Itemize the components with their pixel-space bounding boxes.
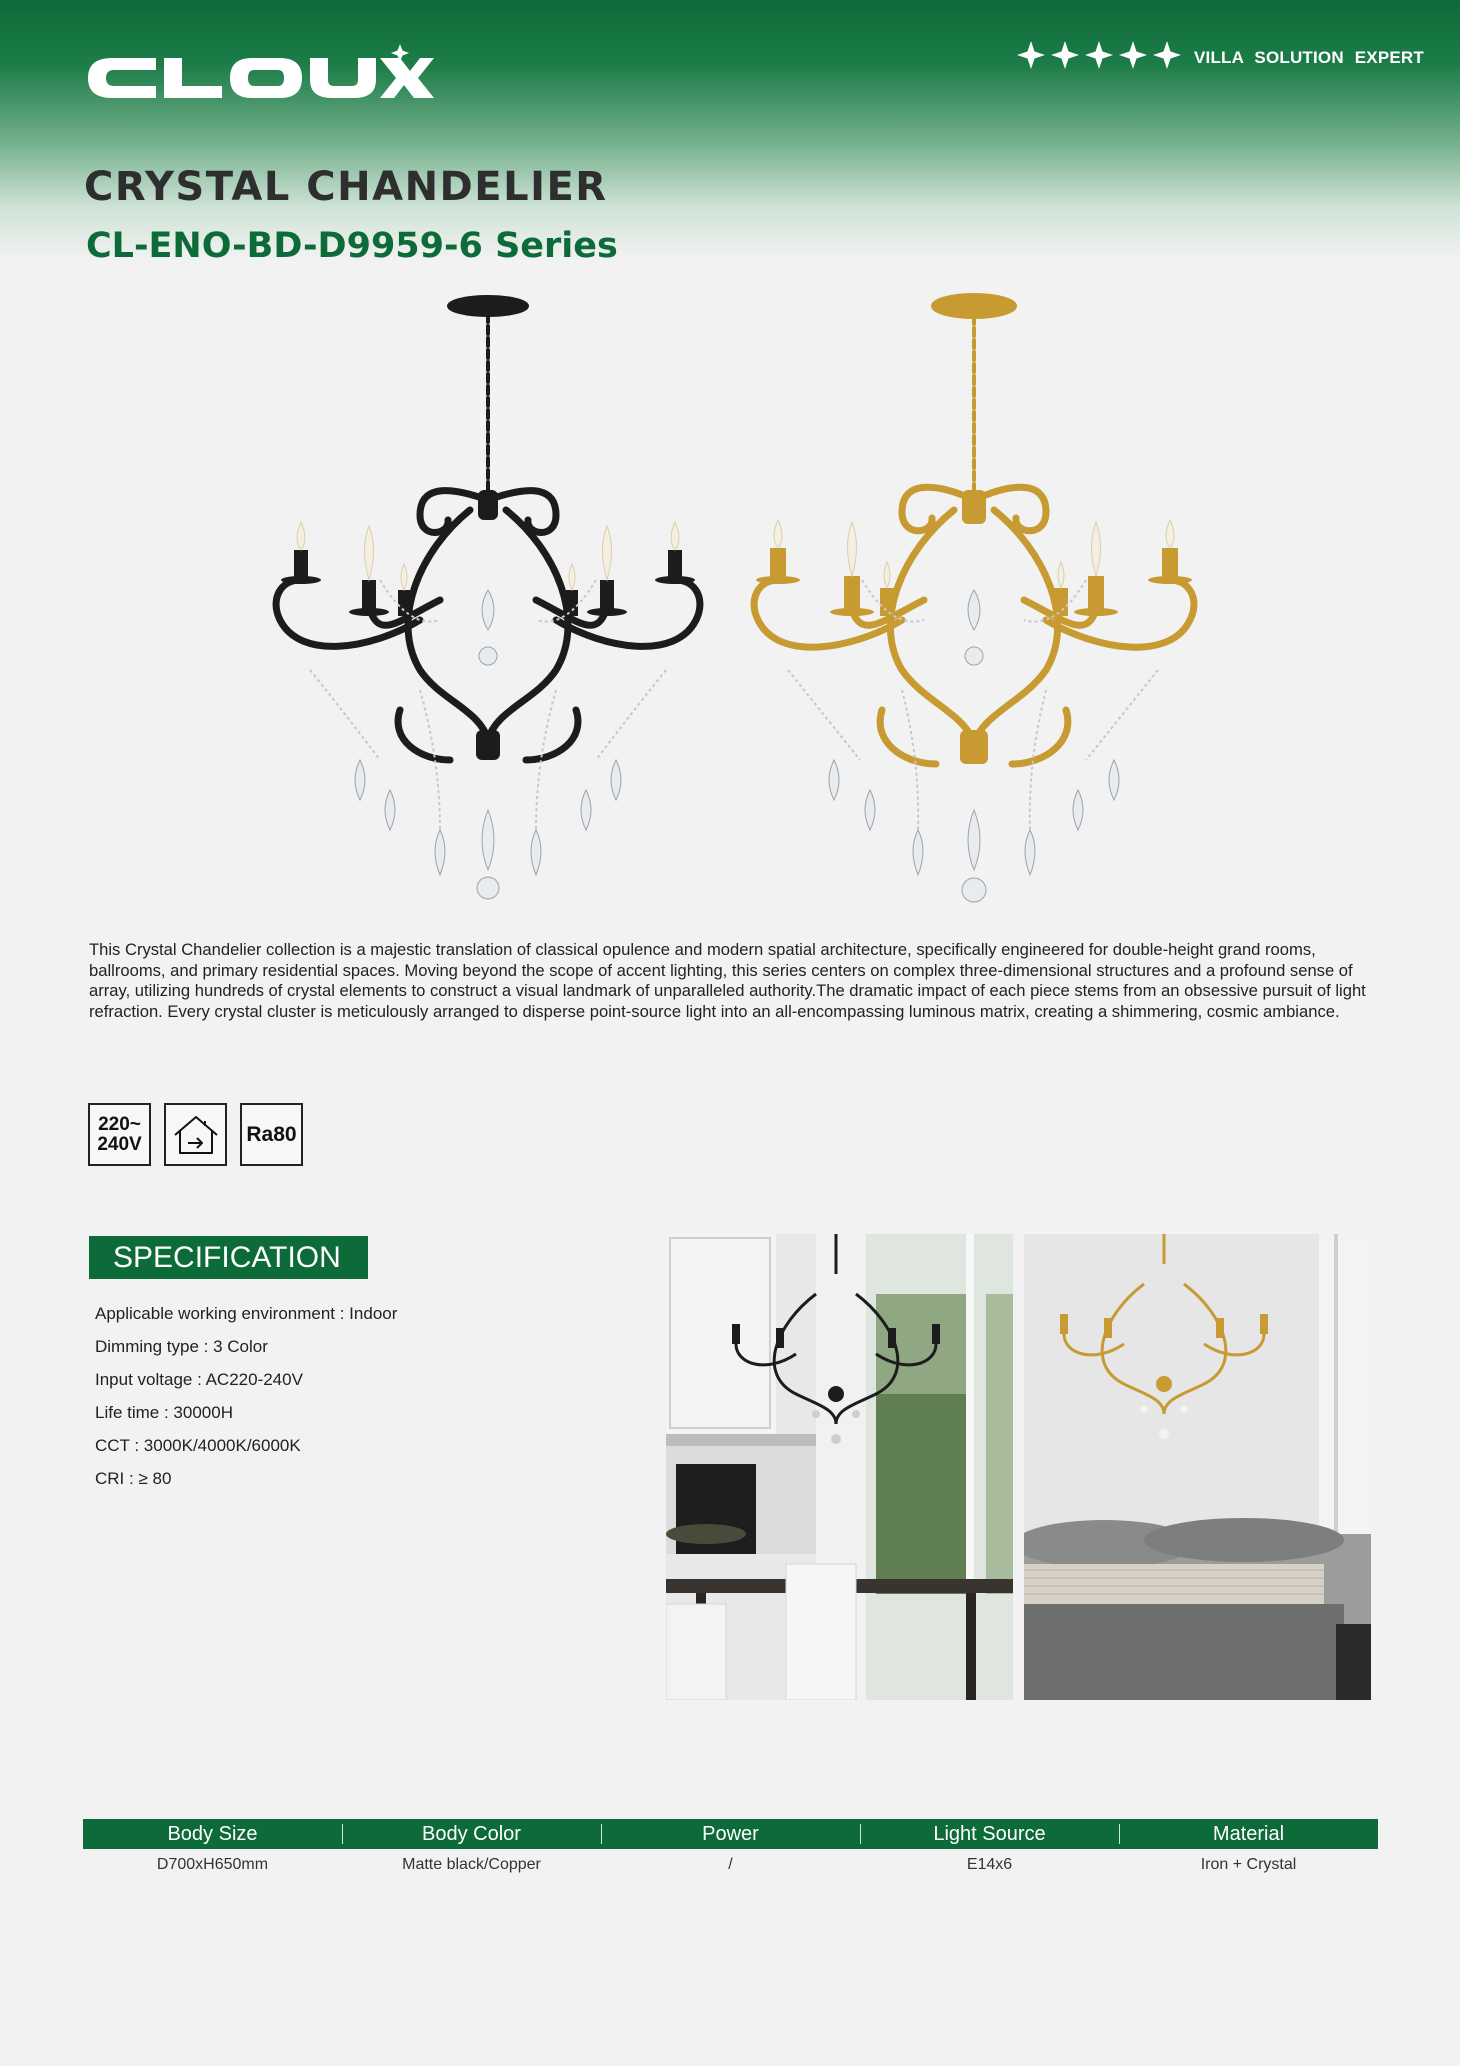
spec-item: Input voltage : AC220-240V — [95, 1370, 303, 1389]
table-header-cell: Light Source — [860, 1819, 1119, 1849]
bedroom-scene-photo — [1024, 1234, 1371, 1700]
cloux-logo — [84, 44, 434, 100]
table-cell: / — [728, 1856, 733, 1873]
table-header-cell: Body Size — [167, 1823, 258, 1845]
spec-item: CRI : ≥ 80 — [95, 1469, 172, 1488]
brand-tagline: VILLA SOLUTION EXPERT — [1194, 48, 1424, 67]
product-description: This Crystal Chandelier collection is a majestic translation of classical opulence and modern spatial architecture, specifically engineered for double-height grand rooms, ballrooms, and primary residential spaces. Moving beyond the scope of accent lighting, this series centers on complex three-dimensional structures and a profound sense of array, utilizing hundreds of crystal elements to construct a visual landmark of unparalleled authority.The dramatic impact of each piece stems from an obsessive pursuit of light refraction. Every crystal cluster is meticulously arranged to disperse point-source light into an all-encompassing luminous matrix, creating a shimmering, cosmic ambiance. — [89, 940, 1366, 1022]
star-icon — [1084, 40, 1114, 70]
header-gradient — [0, 0, 1460, 260]
series-name: CL-ENO-BD-D9959-6 Series — [86, 226, 618, 266]
spec-item: Applicable working environment : Indoor — [95, 1304, 398, 1323]
star-icon — [1118, 40, 1148, 70]
specification-list — [95, 1303, 397, 1501]
table-cell: Iron + Crystal — [1200, 1856, 1297, 1873]
spec-table — [83, 1819, 1378, 1881]
spec-item: Life time : 30000H — [95, 1403, 233, 1422]
table-row — [83, 1849, 1378, 1881]
star-icon — [1050, 40, 1080, 70]
indoor-house-icon — [164, 1103, 227, 1166]
voltage-badge — [88, 1103, 151, 1166]
page-title: CRYSTAL CHANDELIER — [84, 164, 608, 210]
cri-badge: Ra80 — [240, 1103, 303, 1166]
house-icon — [171, 1113, 221, 1157]
voltage-line-2: 240V — [97, 1133, 142, 1155]
voltage-line-1: 220~ — [98, 1113, 141, 1135]
table-header-cell: Material — [1119, 1819, 1378, 1849]
table-cell: E14x6 — [966, 1856, 1013, 1873]
table-header-cell: Body Color — [342, 1819, 601, 1849]
star-icon — [1016, 40, 1046, 70]
black-chandelier-photo — [270, 290, 710, 910]
specification-heading: SPECIFICATION — [89, 1236, 368, 1279]
table-cell: Matte black/Copper — [402, 1856, 541, 1873]
spec-item: Dimming type : 3 Color — [95, 1337, 268, 1356]
spec-item: CCT : 3000K/4000K/6000K — [95, 1436, 301, 1455]
feature-icons — [88, 1103, 303, 1166]
table-header-cell: Power — [601, 1819, 860, 1849]
copper-chandelier-photo — [748, 290, 1198, 910]
dining-room-scene-photo — [666, 1234, 1013, 1700]
table-cell: D700xH650mm — [156, 1856, 269, 1873]
star-icon — [1152, 40, 1182, 70]
rating-stars — [1016, 40, 1182, 78]
spec-table-header — [83, 1819, 1378, 1849]
